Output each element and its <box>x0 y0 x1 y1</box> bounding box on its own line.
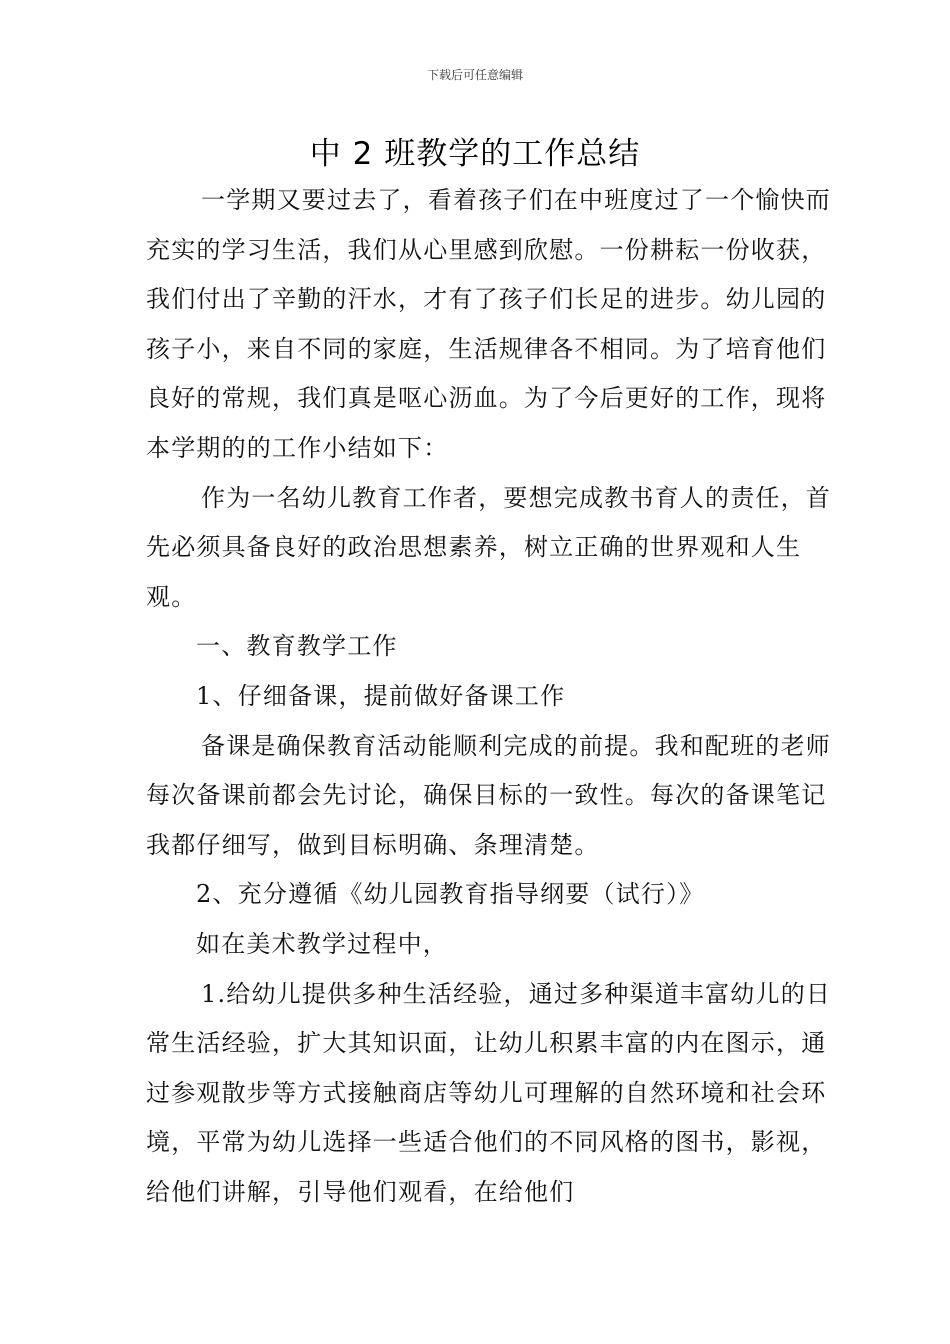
document-title: 中 2 班教学的工作总结 <box>309 136 641 172</box>
paragraph-art-intro: 如在美术教学过程中， <box>196 929 448 958</box>
subheading-guidelines: 2、充分遵循《幼儿园教育指导纲要（试行）》 <box>196 880 705 909</box>
header-note: 下载后可任意编辑 <box>426 68 523 82</box>
section-heading-education: 一、教育教学工作 <box>196 632 398 661</box>
paragraph-art-item-1: 1.给幼儿提供多种生活经验，通过多种渠道丰富幼儿的日常生活经验，扩大其知识面，让幼儿积累丰富的内在图示，通过参观散步等方式接触商店等幼儿可理解的自然环境和社会环境，平常为幼儿选择一些适合他们的不同风格的图书，影视，给他们讲解，引导他们观看，在给他们 <box>146 979 832 1206</box>
document-body <box>146 176 836 1217</box>
paragraph-intro: 一学期又要过去了，看着孩子们在中班度过了一个愉快而充实的学习生活，我们从心里感到欣慰。一份耕耘一份收获，我们付出了辛勤的汗水，才有了孩子们长足的进步。幼儿园的孩子小，来自不同的家庭，生活规律各不相同。为了培育他们良好的常规，我们真是呕心沥血。为了今后更好的工作，现将本学期的的工作小结如下： <box>146 186 831 462</box>
paragraph-lesson-prep: 备课是确保教育活动能顺利完成的前提。我和配班的老师每次备课前都会先讨论，确保目标的一致性。每次的备课笔记我都仔细写，做到目标明确、条理清楚。 <box>146 731 831 859</box>
subheading-lesson-prep: 1、仔细备课，提前做好备课工作 <box>196 681 566 710</box>
paragraph-role: 作为一名幼儿教育工作者，要想完成教书育人的责任，首先必须具备良好的政治思想素养，树立正确的世界观和人生观。 <box>146 483 831 611</box>
